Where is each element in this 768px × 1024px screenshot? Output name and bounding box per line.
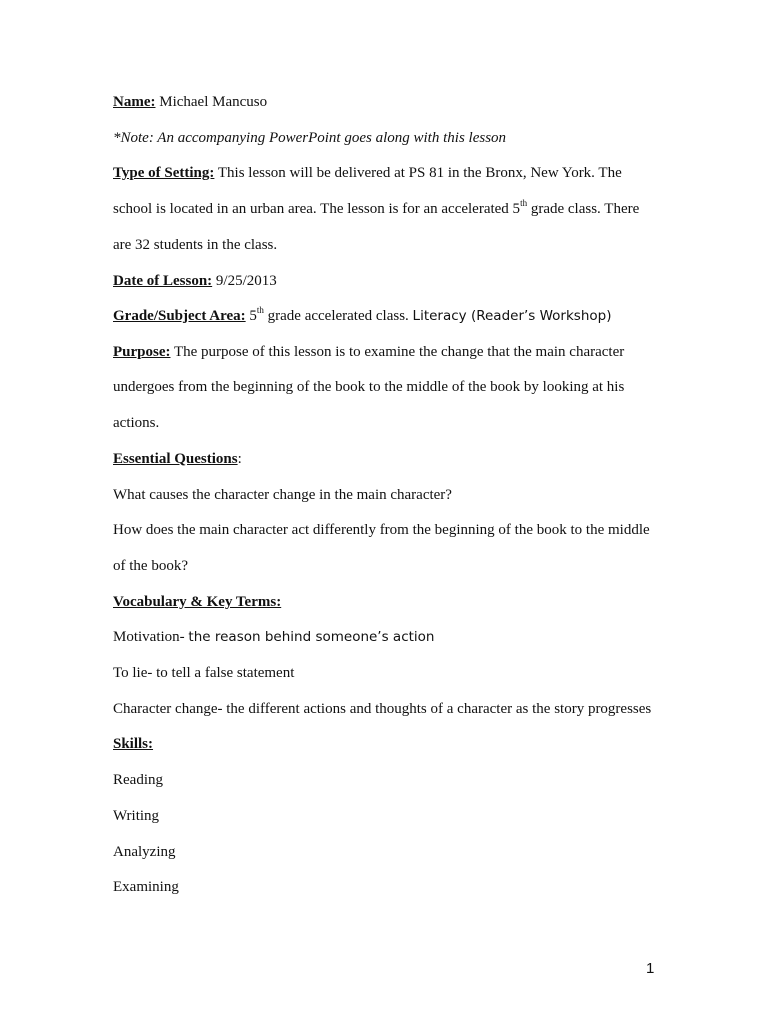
setting-line-2: [113, 200, 639, 218]
setting-label: Type of Setting:: [113, 165, 215, 181]
essential-questions-heading: [113, 450, 242, 468]
setting-line-3: are 32 students in the class.: [113, 237, 278, 253]
grade-text: grade accelerated class.: [267, 308, 409, 324]
setting-text-2b: grade class. There: [530, 201, 640, 217]
vocabulary-term-1-definition: the reason behind someone’s action: [188, 629, 435, 645]
grade-line: [113, 307, 611, 325]
vocabulary-label: Vocabulary & Key Terms:: [113, 594, 282, 610]
purpose-text-1: The purpose of this lesson is to examine the change that the main character: [173, 344, 625, 360]
vocabulary-term-1: [113, 628, 434, 646]
skill-item: Examining: [113, 879, 179, 895]
grade-number: 5: [249, 308, 257, 324]
setting-text-2a: school is located in an urban area. The lesson is for an accelerated 5: [113, 201, 521, 217]
setting-superscript: th: [520, 198, 528, 208]
purpose-line-3: actions.: [113, 415, 160, 431]
vocabulary-term-3: Character change- the different actions and thoughts of a character as the story progresses: [113, 701, 652, 717]
essential-question-2-line-2: of the book?: [113, 558, 188, 574]
page-number: 1: [646, 960, 655, 977]
purpose-line-2: undergoes from the beginning of the book to the middle of the book by looking at his: [113, 379, 625, 395]
essential-questions-colon: :: [237, 451, 242, 467]
vocabulary-term-2: To lie- to tell a false statement: [113, 665, 295, 681]
date-label: Date of Lesson:: [113, 273, 213, 289]
powerpoint-note: *Note: An accompanying PowerPoint goes along with this lesson: [113, 130, 507, 146]
vocabulary-heading: [113, 593, 281, 611]
date-line: [113, 272, 277, 290]
skill-item: Analyzing: [113, 844, 176, 860]
name-line: [113, 93, 267, 111]
essential-question-1: What causes the character change in the main character?: [113, 487, 452, 503]
date-value: 9/25/2013: [215, 273, 277, 289]
setting-line-1: [113, 164, 622, 182]
name-value: Michael Mancuso: [159, 94, 268, 110]
skill-item: Reading: [113, 772, 163, 788]
purpose-line-1: [113, 343, 624, 361]
skills-label: Skills:: [113, 736, 154, 752]
name-label: Name:: [113, 94, 156, 110]
essential-questions-label: Essential Questions: [113, 451, 238, 467]
setting-text-1: This lesson will be delivered at PS 81 in the Bronx, New York. The: [217, 165, 622, 181]
essential-question-2-line-1: How does the main character act differently from the beginning of the book to the middle: [113, 522, 650, 538]
grade-superscript: th: [256, 305, 264, 315]
grade-subject: Literacy (Reader’s Workshop): [412, 308, 612, 324]
skill-item: Writing: [113, 808, 160, 824]
purpose-label: Purpose:: [113, 344, 171, 360]
skills-heading: [113, 735, 153, 753]
vocabulary-term-1-word: Motivation-: [113, 629, 185, 645]
grade-label: Grade/Subject Area:: [113, 308, 246, 324]
